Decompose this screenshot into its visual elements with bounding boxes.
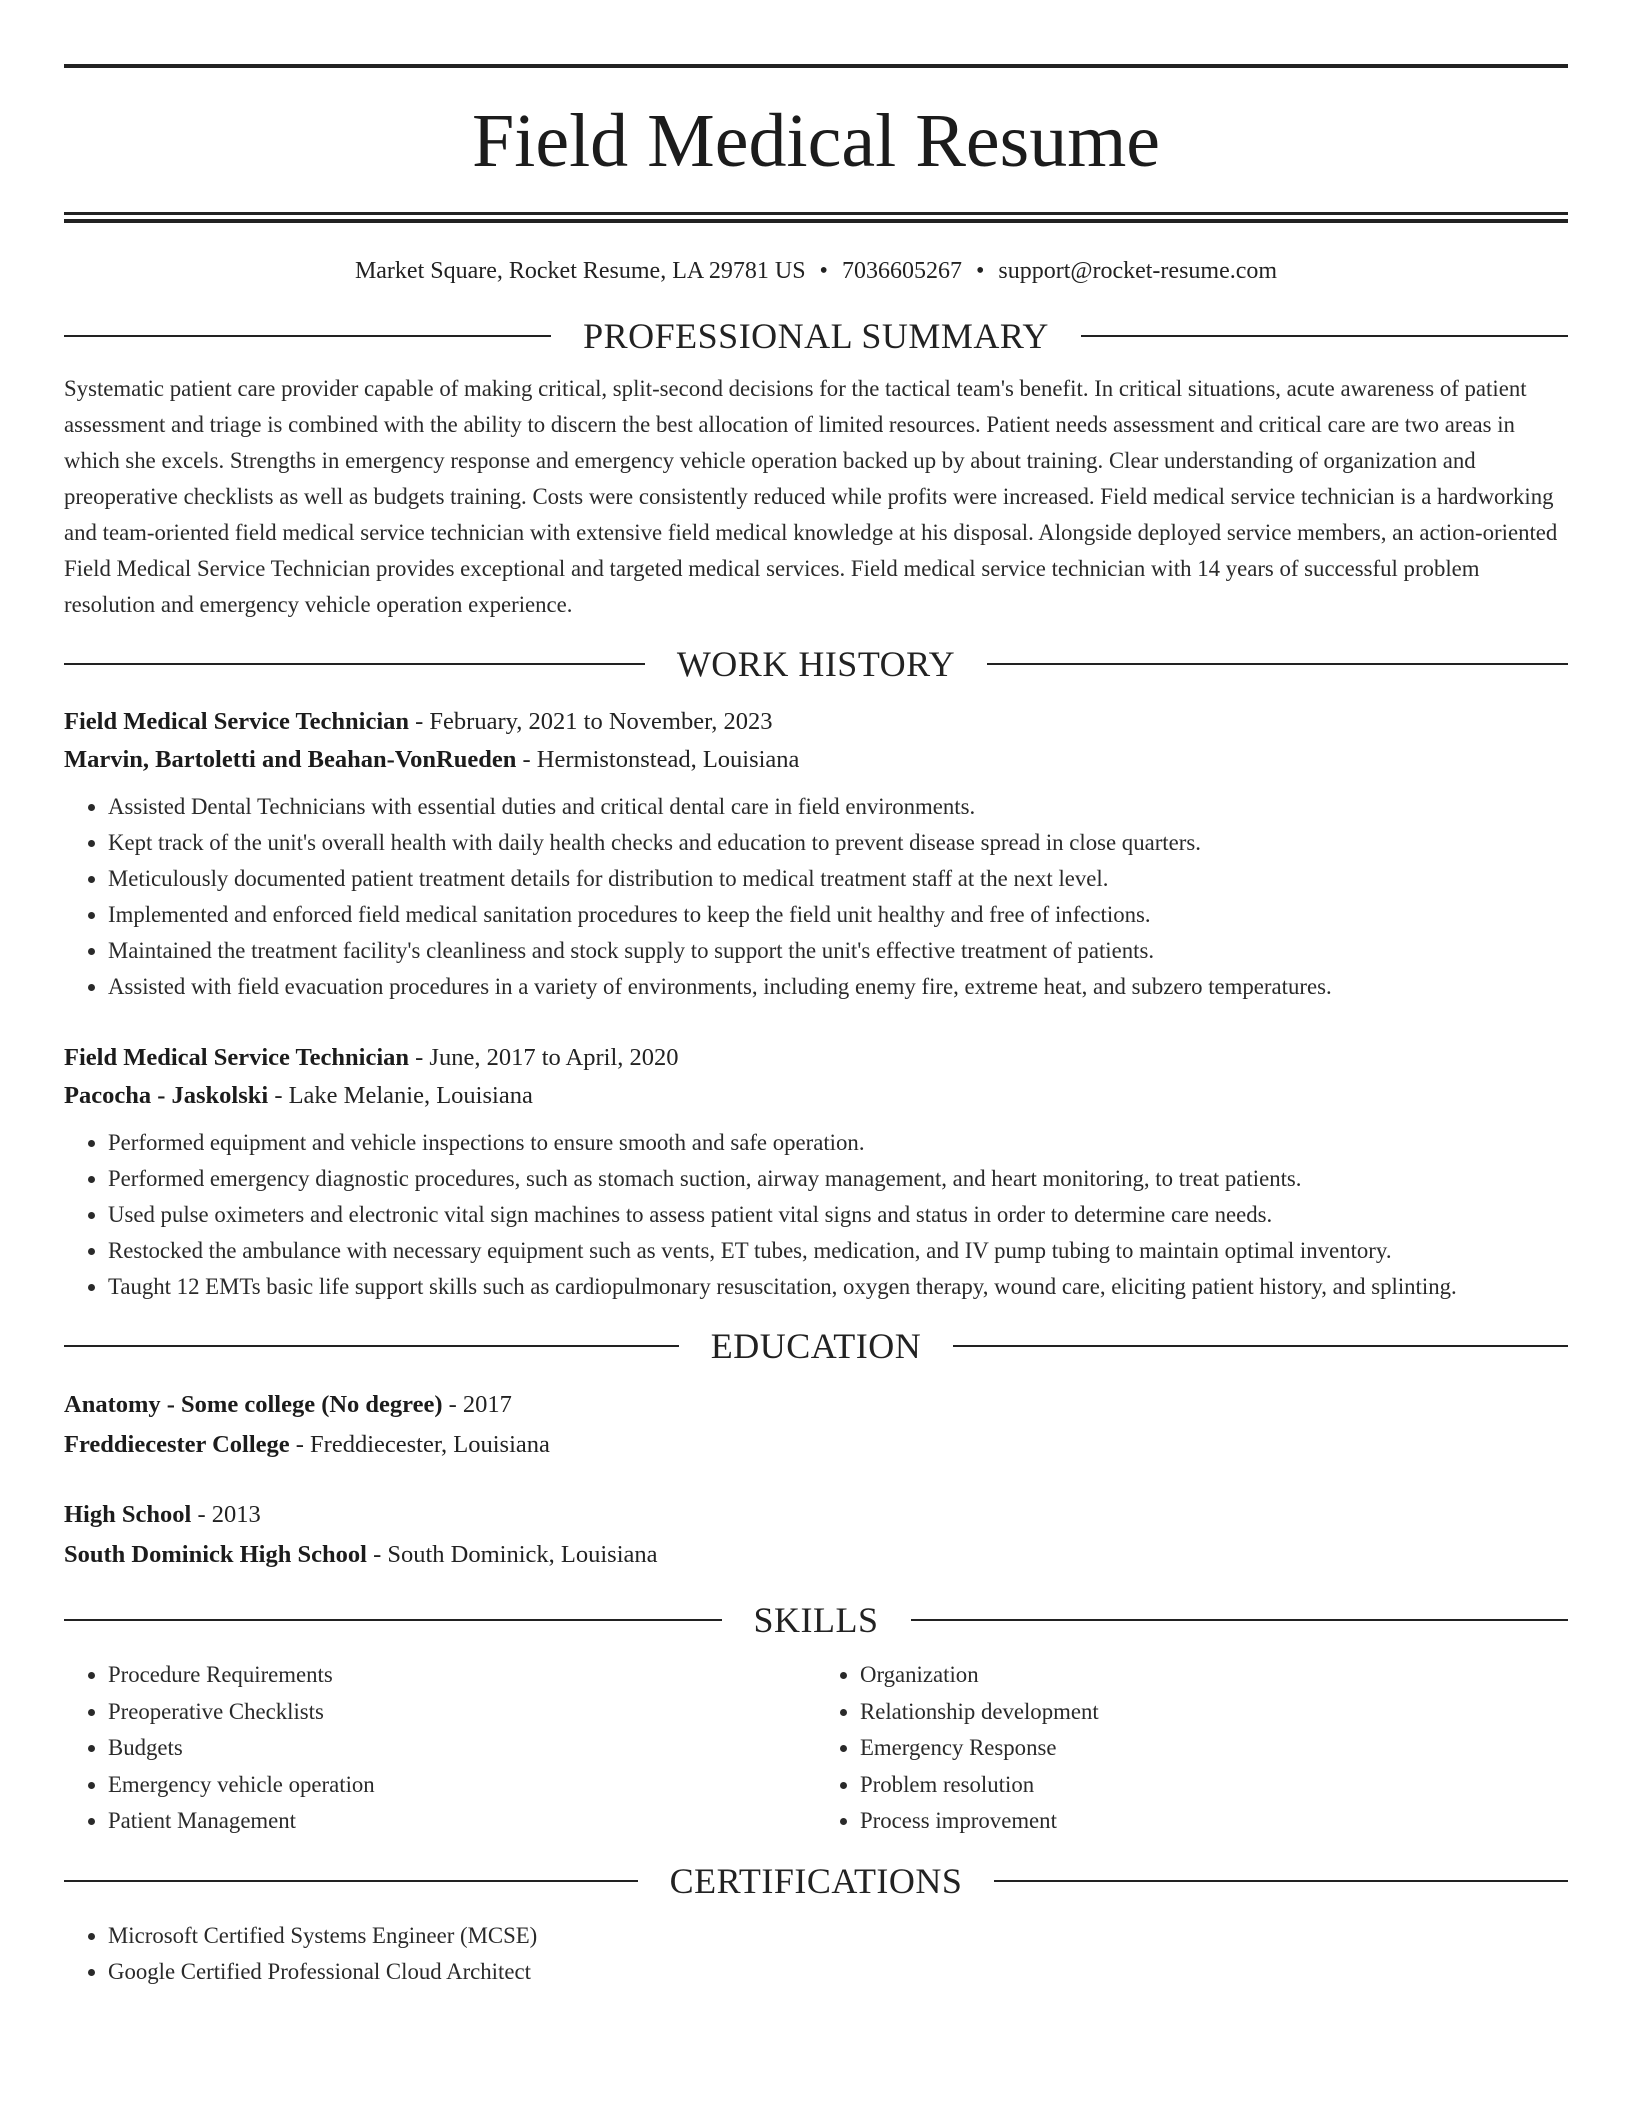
contact-address: Market Square, Rocket Resume, LA 29781 US: [354, 258, 806, 284]
contact-separator: •: [975, 258, 985, 284]
job-dates: - June, 2017 to April, 2020: [409, 1044, 679, 1071]
job-title: Field Medical Service Technician: [64, 1044, 410, 1071]
list-item: • Performed emergency diagnostic procedures, such as stomach suction, airway management, and heart monitoring, to treat patients.: [108, 1161, 1568, 1197]
section-heading-education: [64, 1319, 1568, 1373]
summary-paragraph: Systematic patient care provider capable of making critical, split-second decisions for the tactical team's benefit. In critical situations, acute awareness of patient assessment and triage is combined with the ability to discern the best allocation of limited resources. Patient needs assessment and critical care are two areas in which she excels. Strengths in emergency response and emergency vehicle operation backed up by about training. Clear understanding of organization and preoperative checklists as well as budgets training. Costs were consistently reduced while profits were increased. Field medical service technician is a hardworking and team-oriented field medical service technician with extensive field medical knowledge at his disposal. Alongside deployed service members, an action-oriented Field Medical Service Technician provides exceptional and targeted medical services. Field medical service technician with 14 years of successful problem resolution and emergency vehicle operation experience.: [64, 376, 1558, 617]
list-item: • Restocked the ambulance with necessary equipment such as vents, ET tubes, medication, and IV pump tubing to maintain optimal inventory.: [108, 1233, 1568, 1269]
section-heading-certifications: [64, 1854, 1568, 1908]
section-heading-work: [64, 637, 1568, 691]
section-title: SKILLS: [753, 1600, 879, 1640]
list-item: • Taught 12 EMTs basic life support skills such as cardiopulmonary resuscitation, oxygen therapy, wound care, eliciting patient history, and splinting.: [108, 1269, 1568, 1305]
skills-columns: [64, 1657, 1568, 1840]
section-title: CERTIFICATIONS: [669, 1860, 963, 1901]
job-company-line: [64, 1077, 1568, 1115]
job-entry: [64, 1039, 1568, 1305]
top-rule: [64, 64, 1568, 68]
resume-title: Field Medical Resume: [471, 99, 1161, 183]
double-rule: [64, 212, 1568, 223]
education-entry: [64, 1495, 1568, 1575]
section-heading-skills: [64, 1593, 1568, 1647]
contact-email: support@rocket-resume.com: [998, 258, 1278, 284]
section-title: EDUCATION: [710, 1326, 922, 1366]
contact-line: [64, 255, 1568, 287]
education-year: - 2013: [191, 1501, 261, 1528]
section-rule: [64, 1345, 679, 1347]
section-rule: [64, 663, 645, 665]
education-degree: High School: [64, 1501, 192, 1528]
skill-item: • Budgets: [108, 1730, 816, 1767]
education-entry: [64, 1385, 1568, 1465]
education-school-line: [64, 1535, 1568, 1575]
education-location: - South Dominick, Louisiana: [366, 1541, 658, 1568]
education-school: Freddiecester College: [64, 1431, 290, 1458]
list-item: • Used pulse oximeters and electronic vital sign machines to assess patient vital signs and status in order to determine care needs.: [108, 1197, 1568, 1233]
certification-item: • Microsoft Certified Systems Engineer (MCSE): [108, 1918, 1568, 1954]
certification-item: • Google Certified Professional Cloud Architect: [108, 1954, 1568, 1990]
certifications-list: [64, 1918, 1568, 1990]
section-rule: [987, 663, 1568, 665]
skills-list-left: [64, 1657, 816, 1840]
section-heading-summary: [64, 309, 1568, 363]
job-title-line: [64, 703, 1568, 741]
job-location: - Hermistonstead, Louisiana: [516, 746, 800, 773]
job-company: Marvin, Bartoletti and Beahan-VonRueden: [64, 746, 517, 773]
education-location: - Freddiecester, Louisiana: [289, 1431, 550, 1458]
list-item: • Assisted with field evacuation procedures in a variety of environments, including enemy fire, extreme heat, and subzero temperatures.: [108, 969, 1568, 1005]
job-entry: [64, 703, 1568, 1005]
education-degree-line: [64, 1385, 1568, 1425]
section-rule: [911, 1619, 1569, 1621]
section-rule: [64, 1880, 638, 1882]
contact-phone: 7036605267: [841, 258, 962, 284]
list-item: • Performed equipment and vehicle inspections to ensure smooth and safe operation.: [108, 1125, 1568, 1161]
education-degree: Anatomy - Some college (No degree): [64, 1391, 443, 1418]
job-location: - Lake Melanie, Louisiana: [268, 1082, 533, 1109]
skill-item: • Emergency vehicle operation: [108, 1767, 816, 1804]
contact-separator: •: [819, 258, 828, 284]
education-degree-line: [64, 1495, 1568, 1535]
job-bullets: [64, 1125, 1568, 1305]
skill-item: • Procedure Requirements: [108, 1657, 816, 1694]
resume-page: [64, 0, 1568, 1990]
job-company-line: [64, 741, 1568, 779]
list-item: • Kept track of the unit's overall health with daily health checks and education to prevent disease spread in close quarters.: [108, 825, 1568, 861]
skill-item: • Process improvement: [860, 1803, 1568, 1840]
list-item: • Assisted Dental Technicians with essential duties and critical dental care in field environments.: [108, 789, 1568, 825]
job-bullets: [64, 789, 1568, 1005]
list-item: • Maintained the treatment facility's cleanliness and stock supply to support the unit's effective treatment of patients.: [108, 933, 1568, 969]
skill-item: • Organization: [860, 1657, 1568, 1694]
list-item: • Implemented and enforced field medical sanitation procedures to keep the field unit healthy and free of infections.: [108, 897, 1568, 933]
skill-item: • Patient Management: [108, 1803, 816, 1840]
section-rule: [994, 1880, 1568, 1882]
section-rule: [64, 335, 551, 337]
section-rule: [64, 1619, 722, 1621]
education-school: South Dominick High School: [64, 1541, 367, 1568]
skills-list-right: [816, 1657, 1568, 1840]
skill-item: • Relationship development: [860, 1694, 1568, 1731]
education-school-line: [64, 1425, 1568, 1465]
section-title: WORK HISTORY: [676, 644, 956, 684]
section-title: PROFESSIONAL SUMMARY: [583, 316, 1049, 356]
job-title-line: [64, 1039, 1568, 1077]
list-item: • Meticulously documented patient treatment details for distribution to medical treatment staff at the next level.: [108, 861, 1568, 897]
job-company: Pacocha - Jaskolski: [64, 1082, 269, 1109]
section-rule: [1081, 335, 1568, 337]
skill-item: • Problem resolution: [860, 1767, 1568, 1804]
section-rule: [953, 1345, 1568, 1347]
job-dates: - February, 2021 to November, 2023: [409, 708, 773, 735]
education-year: - 2017: [442, 1391, 512, 1418]
skill-item: • Emergency Response: [860, 1730, 1568, 1767]
job-title: Field Medical Service Technician: [64, 708, 410, 735]
skill-item: • Preoperative Checklists: [108, 1694, 816, 1731]
